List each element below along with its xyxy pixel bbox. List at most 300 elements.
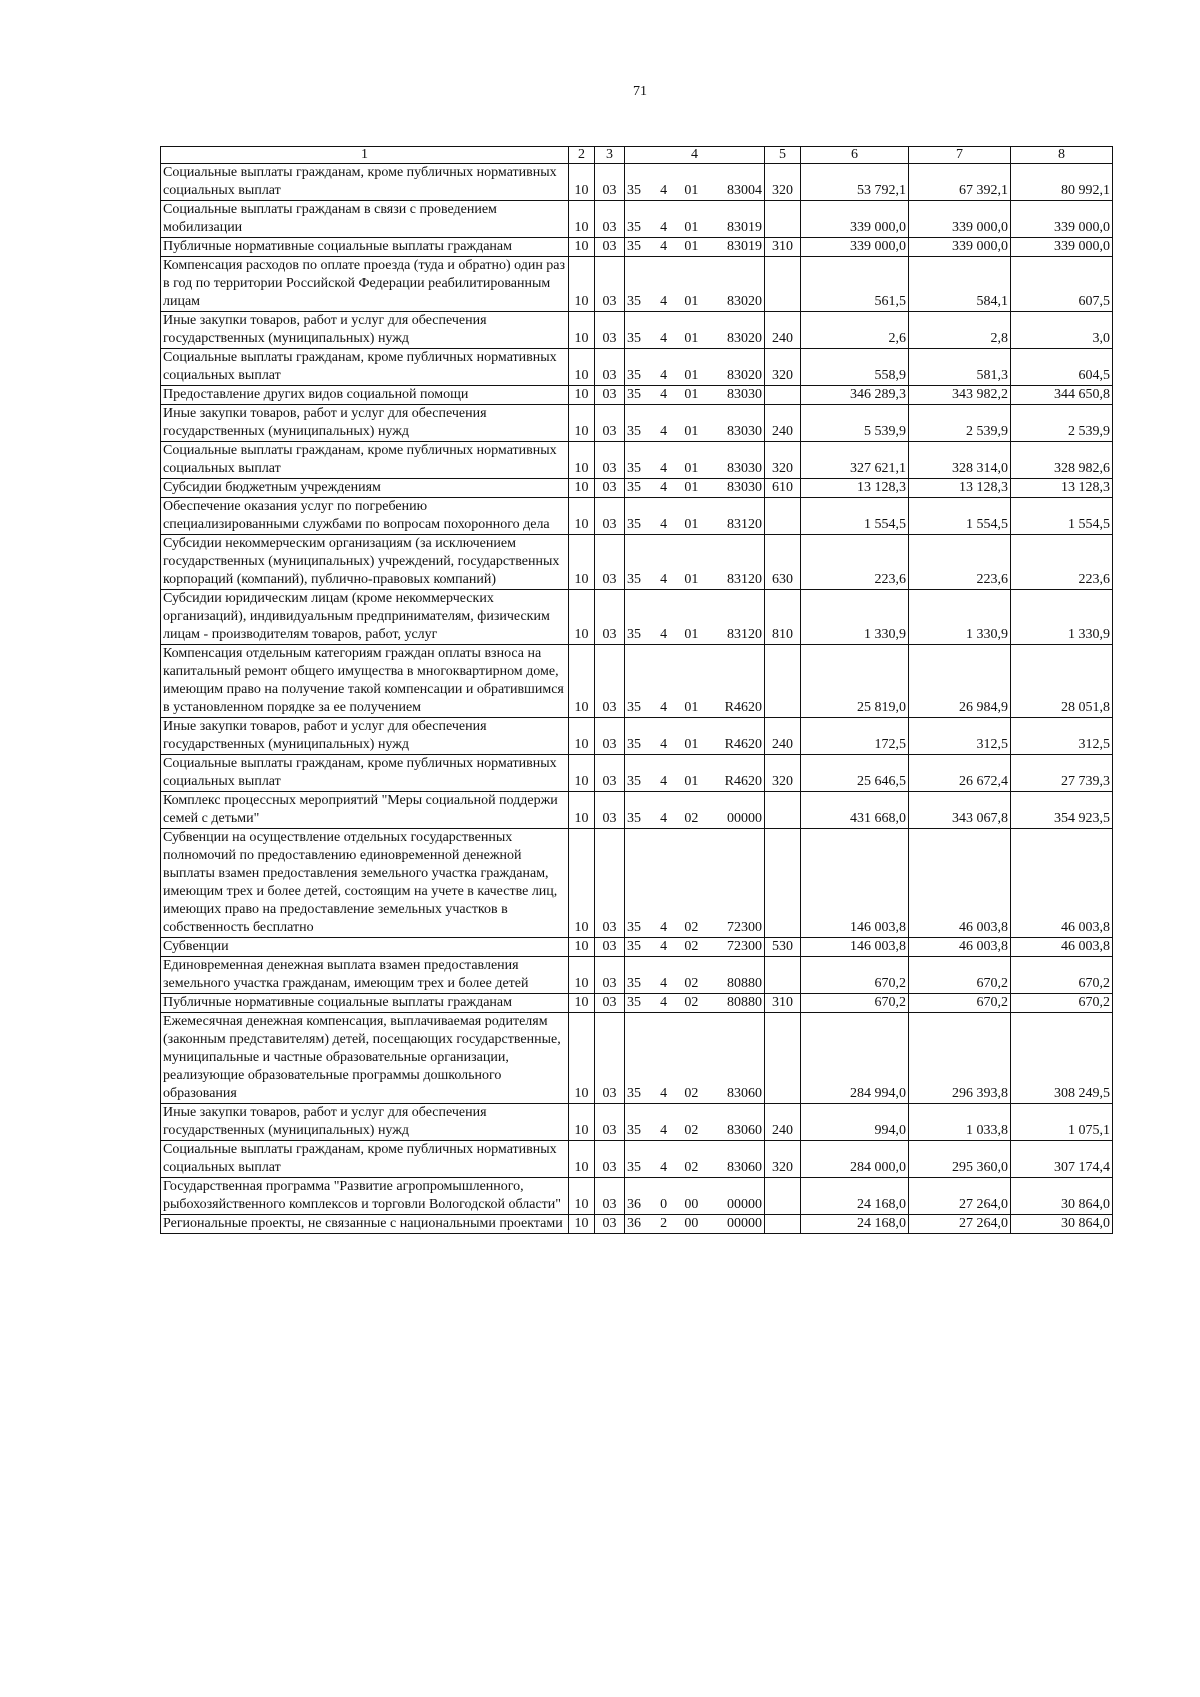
table-row xyxy=(161,201,1113,238)
target-article-code xyxy=(625,386,765,405)
subprogram-code: 4 xyxy=(660,572,668,587)
section-code: 10 xyxy=(569,405,595,442)
target-article-code xyxy=(625,994,765,1013)
amount-col-7: 26 672,4 xyxy=(909,755,1011,792)
expense-type-code: 610 xyxy=(765,479,801,498)
subsection-code: 03 xyxy=(595,1013,625,1104)
amount-col-8: 223,6 xyxy=(1011,535,1113,590)
amount-col-8: 30 864,0 xyxy=(1011,1215,1113,1234)
amount-col-7: 339 000,0 xyxy=(909,201,1011,238)
subsection-code: 03 xyxy=(595,718,625,755)
table-row xyxy=(161,1013,1113,1104)
subprogram-code: 4 xyxy=(660,368,668,383)
element-code: 02 xyxy=(684,995,699,1010)
element-code: 02 xyxy=(684,920,699,935)
amount-col-6: 1 554,5 xyxy=(801,498,909,535)
expense-type-code: 320 xyxy=(765,349,801,386)
direction-code: 83020 xyxy=(726,368,762,383)
row-name: Субвенции xyxy=(161,938,569,957)
program-code: 35 xyxy=(627,387,641,402)
table-row xyxy=(161,349,1113,386)
expense-type-code xyxy=(765,201,801,238)
amount-col-6: 223,6 xyxy=(801,535,909,590)
row-name: Компенсация расходов по оплате проезда (туда и обратно) один раз в год по территории Российской Федерации реабилитированным лицам xyxy=(161,257,569,312)
expense-type-code: 320 xyxy=(765,1141,801,1178)
subprogram-code: 4 xyxy=(660,424,668,439)
direction-code: 83004 xyxy=(726,183,762,198)
section-code: 10 xyxy=(569,479,595,498)
amount-col-7: 46 003,8 xyxy=(909,829,1011,938)
header-cell: 3 xyxy=(595,147,625,164)
element-code: 01 xyxy=(684,480,699,495)
expense-type-code xyxy=(765,498,801,535)
table-row xyxy=(161,1178,1113,1215)
subsection-code: 03 xyxy=(595,1178,625,1215)
element-code: 02 xyxy=(684,811,699,826)
target-article-code xyxy=(625,201,765,238)
direction-code: 83030 xyxy=(726,424,762,439)
expense-type-code xyxy=(765,829,801,938)
program-code: 35 xyxy=(627,461,641,476)
section-code: 10 xyxy=(569,1013,595,1104)
expense-type-code: 240 xyxy=(765,405,801,442)
subsection-code: 03 xyxy=(595,238,625,257)
target-article-code xyxy=(625,349,765,386)
expense-type-code xyxy=(765,645,801,718)
table-row xyxy=(161,829,1113,938)
expense-type-code xyxy=(765,386,801,405)
amount-col-8: 670,2 xyxy=(1011,994,1113,1013)
element-code: 02 xyxy=(684,1160,699,1175)
subsection-code: 03 xyxy=(595,755,625,792)
amount-col-8: 1 330,9 xyxy=(1011,590,1113,645)
subprogram-code: 4 xyxy=(660,774,668,789)
amount-col-6: 24 168,0 xyxy=(801,1215,909,1234)
element-code: 00 xyxy=(684,1197,699,1212)
row-name: Предоставление других видов социальной помощи xyxy=(161,386,569,405)
amount-col-6: 431 668,0 xyxy=(801,792,909,829)
program-code: 35 xyxy=(627,737,641,752)
element-code: 01 xyxy=(684,774,699,789)
amount-col-8: 308 249,5 xyxy=(1011,1013,1113,1104)
table-row xyxy=(161,257,1113,312)
element-code: 02 xyxy=(684,939,699,954)
direction-code: 83020 xyxy=(726,331,762,346)
expense-type-code: 240 xyxy=(765,1104,801,1141)
amount-col-8: 670,2 xyxy=(1011,957,1113,994)
header-cell: 8 xyxy=(1011,147,1113,164)
section-code: 10 xyxy=(569,238,595,257)
subsection-code: 03 xyxy=(595,1141,625,1178)
direction-code: 83030 xyxy=(726,480,762,495)
header-cell: 5 xyxy=(765,147,801,164)
section-code: 10 xyxy=(569,718,595,755)
amount-col-7: 312,5 xyxy=(909,718,1011,755)
header-row xyxy=(161,147,1113,164)
section-code: 10 xyxy=(569,257,595,312)
amount-col-8: 307 174,4 xyxy=(1011,1141,1113,1178)
subsection-code: 03 xyxy=(595,590,625,645)
subprogram-code: 4 xyxy=(660,811,668,826)
amount-col-7: 296 393,8 xyxy=(909,1013,1011,1104)
amount-col-7: 670,2 xyxy=(909,994,1011,1013)
element-code: 01 xyxy=(684,294,699,309)
section-code: 10 xyxy=(569,590,595,645)
target-article-code xyxy=(625,938,765,957)
amount-col-8: 344 650,8 xyxy=(1011,386,1113,405)
row-name: Ежемесячная денежная компенсация, выплачиваемая родителям (законным представителям) детей, посещающих государственные, муниципальные и частные образовательные организации, реализующие образовательные программы дошкольного образования xyxy=(161,1013,569,1104)
amount-col-6: 284 994,0 xyxy=(801,1013,909,1104)
amount-col-8: 46 003,8 xyxy=(1011,938,1113,957)
amount-col-7: 1 033,8 xyxy=(909,1104,1011,1141)
amount-col-7: 2 539,9 xyxy=(909,405,1011,442)
section-code: 10 xyxy=(569,755,595,792)
amount-col-6: 670,2 xyxy=(801,957,909,994)
amount-col-6: 24 168,0 xyxy=(801,1178,909,1215)
element-code: 01 xyxy=(684,572,699,587)
program-code: 35 xyxy=(627,239,641,254)
section-code: 10 xyxy=(569,994,595,1013)
subsection-code: 03 xyxy=(595,386,625,405)
amount-col-8: 1 075,1 xyxy=(1011,1104,1113,1141)
amount-col-7: 2,8 xyxy=(909,312,1011,349)
element-code: 01 xyxy=(684,737,699,752)
row-name: Социальные выплаты гражданам в связи с проведением мобилизации xyxy=(161,201,569,238)
table-row xyxy=(161,718,1113,755)
section-code: 10 xyxy=(569,1141,595,1178)
program-code: 35 xyxy=(627,627,641,642)
expense-type-code: 310 xyxy=(765,994,801,1013)
table-row xyxy=(161,792,1113,829)
element-code: 01 xyxy=(684,627,699,642)
target-article-code xyxy=(625,1141,765,1178)
target-article-code xyxy=(625,645,765,718)
amount-col-7: 584,1 xyxy=(909,257,1011,312)
table-row xyxy=(161,386,1113,405)
table-row xyxy=(161,442,1113,479)
target-article-code xyxy=(625,535,765,590)
amount-col-7: 26 984,9 xyxy=(909,645,1011,718)
row-name: Субсидии бюджетным учреждениям xyxy=(161,479,569,498)
section-code: 10 xyxy=(569,957,595,994)
table-row xyxy=(161,645,1113,718)
header-cell: 4 xyxy=(625,147,765,164)
table-row xyxy=(161,312,1113,349)
amount-col-7: 1 554,5 xyxy=(909,498,1011,535)
amount-col-7: 339 000,0 xyxy=(909,238,1011,257)
target-article-code xyxy=(625,590,765,645)
element-code: 01 xyxy=(684,368,699,383)
amount-col-7: 295 360,0 xyxy=(909,1141,1011,1178)
direction-code: 83019 xyxy=(726,239,762,254)
direction-code: 83030 xyxy=(726,461,762,476)
direction-code: R4620 xyxy=(724,737,762,752)
subprogram-code: 4 xyxy=(660,331,668,346)
subprogram-code: 4 xyxy=(660,700,668,715)
section-code: 10 xyxy=(569,201,595,238)
amount-col-6: 346 289,3 xyxy=(801,386,909,405)
table-row xyxy=(161,1141,1113,1178)
expense-type-code xyxy=(765,792,801,829)
direction-code: 83120 xyxy=(726,572,762,587)
amount-col-8: 604,5 xyxy=(1011,349,1113,386)
direction-code: 00000 xyxy=(726,1197,762,1212)
element-code: 01 xyxy=(684,331,699,346)
row-name: Социальные выплаты гражданам, кроме публичных нормативных социальных выплат xyxy=(161,1141,569,1178)
program-code: 35 xyxy=(627,1160,641,1175)
subsection-code: 03 xyxy=(595,164,625,201)
element-code: 01 xyxy=(684,387,699,402)
expense-type-code: 240 xyxy=(765,312,801,349)
subsection-code: 03 xyxy=(595,957,625,994)
amount-col-6: 994,0 xyxy=(801,1104,909,1141)
amount-col-6: 339 000,0 xyxy=(801,201,909,238)
subsection-code: 03 xyxy=(595,257,625,312)
program-code: 35 xyxy=(627,572,641,587)
table-row xyxy=(161,164,1113,201)
section-code: 10 xyxy=(569,386,595,405)
direction-code: 83019 xyxy=(726,220,762,235)
amount-col-7: 223,6 xyxy=(909,535,1011,590)
section-code: 10 xyxy=(569,1215,595,1234)
amount-col-8: 27 739,3 xyxy=(1011,755,1113,792)
target-article-code xyxy=(625,442,765,479)
direction-code: 83030 xyxy=(726,387,762,402)
amount-col-6: 53 792,1 xyxy=(801,164,909,201)
subsection-code: 03 xyxy=(595,645,625,718)
row-name: Единовременная денежная выплата взамен предоставления земельного участка гражданам, имеющим трех и более детей xyxy=(161,957,569,994)
program-code: 35 xyxy=(627,995,641,1010)
program-code: 35 xyxy=(627,700,641,715)
table-row xyxy=(161,938,1113,957)
program-code: 35 xyxy=(627,480,641,495)
subprogram-code: 4 xyxy=(660,627,668,642)
subprogram-code: 4 xyxy=(660,480,668,495)
subsection-code: 03 xyxy=(595,1104,625,1141)
target-article-code xyxy=(625,1178,765,1215)
subsection-code: 03 xyxy=(595,349,625,386)
direction-code: 83060 xyxy=(726,1123,762,1138)
amount-col-8: 13 128,3 xyxy=(1011,479,1113,498)
amount-col-6: 172,5 xyxy=(801,718,909,755)
amount-col-7: 27 264,0 xyxy=(909,1178,1011,1215)
target-article-code xyxy=(625,164,765,201)
amount-col-6: 146 003,8 xyxy=(801,829,909,938)
subprogram-code: 4 xyxy=(660,1160,668,1175)
table-row xyxy=(161,238,1113,257)
subprogram-code: 4 xyxy=(660,387,668,402)
direction-code: 72300 xyxy=(726,939,762,954)
section-code: 10 xyxy=(569,164,595,201)
row-name: Компенсация отдельным категориям граждан оплаты взноса на капитальный ремонт общего имущества в многоквартирном доме, имеющим право на получение такой компенсации и обратившимся в установленном порядке за ее получением xyxy=(161,645,569,718)
direction-code: 72300 xyxy=(726,920,762,935)
table-row xyxy=(161,755,1113,792)
amount-col-8: 28 051,8 xyxy=(1011,645,1113,718)
row-name: Социальные выплаты гражданам, кроме публичных нормативных социальных выплат xyxy=(161,349,569,386)
subsection-code: 03 xyxy=(595,405,625,442)
direction-code: R4620 xyxy=(724,700,762,715)
section-code: 10 xyxy=(569,498,595,535)
amount-col-7: 1 330,9 xyxy=(909,590,1011,645)
section-code: 10 xyxy=(569,312,595,349)
program-code: 35 xyxy=(627,517,641,532)
subsection-code: 03 xyxy=(595,938,625,957)
row-name: Субвенции на осуществление отдельных государственных полномочий по предоставлению единовременной денежной выплаты взамен предоставления земельного участка гражданам, имеющим трех и более детей, состоящим на учете в качестве лиц, имеющих право на предоставление земельных участков в собственность бесплатно xyxy=(161,829,569,938)
header-cell: 2 xyxy=(569,147,595,164)
amount-col-8: 1 554,5 xyxy=(1011,498,1113,535)
subprogram-code: 2 xyxy=(660,1216,668,1231)
table-row xyxy=(161,957,1113,994)
subsection-code: 03 xyxy=(595,1215,625,1234)
target-article-code xyxy=(625,238,765,257)
section-code: 10 xyxy=(569,829,595,938)
program-code: 35 xyxy=(627,294,641,309)
subprogram-code: 0 xyxy=(660,1197,668,1212)
expense-type-code: 320 xyxy=(765,442,801,479)
direction-code: 00000 xyxy=(726,1216,762,1231)
amount-col-8: 328 982,6 xyxy=(1011,442,1113,479)
amount-col-7: 27 264,0 xyxy=(909,1215,1011,1234)
subprogram-code: 4 xyxy=(660,976,668,991)
program-code: 36 xyxy=(627,1216,641,1231)
amount-col-7: 581,3 xyxy=(909,349,1011,386)
amount-col-6: 25 646,5 xyxy=(801,755,909,792)
header-cell: 1 xyxy=(161,147,569,164)
expense-type-code xyxy=(765,1178,801,1215)
direction-code: 00000 xyxy=(726,811,762,826)
amount-col-6: 284 000,0 xyxy=(801,1141,909,1178)
amount-col-6: 561,5 xyxy=(801,257,909,312)
amount-col-8: 80 992,1 xyxy=(1011,164,1113,201)
target-article-code xyxy=(625,957,765,994)
amount-col-8: 354 923,5 xyxy=(1011,792,1113,829)
amount-col-7: 67 392,1 xyxy=(909,164,1011,201)
expense-type-code: 320 xyxy=(765,755,801,792)
expense-type-code xyxy=(765,1215,801,1234)
row-name: Социальные выплаты гражданам, кроме публичных нормативных социальных выплат xyxy=(161,442,569,479)
direction-code: 83020 xyxy=(726,294,762,309)
direction-code: 83060 xyxy=(726,1086,762,1101)
expense-type-code xyxy=(765,1013,801,1104)
expense-type-code: 240 xyxy=(765,718,801,755)
row-name: Обеспечение оказания услуг по погребению специализированными службами по вопросам похоронного дела xyxy=(161,498,569,535)
amount-col-6: 146 003,8 xyxy=(801,938,909,957)
row-name: Иные закупки товаров, работ и услуг для обеспечения государственных (муниципальных) нужд xyxy=(161,312,569,349)
subsection-code: 03 xyxy=(595,535,625,590)
element-code: 01 xyxy=(684,220,699,235)
expense-type-code xyxy=(765,957,801,994)
row-name: Субсидии некоммерческим организациям (за исключением государственных (муниципальных) учреждений, государственных корпораций (компаний), публично-правовых компаний) xyxy=(161,535,569,590)
target-article-code xyxy=(625,257,765,312)
subsection-code: 03 xyxy=(595,792,625,829)
subprogram-code: 4 xyxy=(660,939,668,954)
target-article-code xyxy=(625,718,765,755)
program-code: 35 xyxy=(627,331,641,346)
header-cell: 6 xyxy=(801,147,909,164)
row-name: Социальные выплаты гражданам, кроме публичных нормативных социальных выплат xyxy=(161,164,569,201)
element-code: 01 xyxy=(684,700,699,715)
row-name: Комплекс процессных мероприятий "Меры социальной поддержи семей с детьми" xyxy=(161,792,569,829)
direction-code: 83120 xyxy=(726,627,762,642)
subprogram-code: 4 xyxy=(660,995,668,1010)
program-code: 35 xyxy=(627,920,641,935)
section-code: 10 xyxy=(569,1178,595,1215)
amount-col-7: 13 128,3 xyxy=(909,479,1011,498)
row-name: Государственная программа "Развитие агропромышленного, рыбохозяйственного комплексов и торговли Вологодской области" xyxy=(161,1178,569,1215)
amount-col-6: 327 621,1 xyxy=(801,442,909,479)
amount-col-6: 670,2 xyxy=(801,994,909,1013)
amount-col-7: 343 982,2 xyxy=(909,386,1011,405)
element-code: 02 xyxy=(684,1123,699,1138)
subprogram-code: 4 xyxy=(660,517,668,532)
row-name: Региональные проекты, не связанные с национальными проектами xyxy=(161,1215,569,1234)
amount-col-6: 558,9 xyxy=(801,349,909,386)
row-name: Субсидии юридическим лицам (кроме некоммерческих организаций), индивидуальным предпринимателям, физическим лицам - производителям товаров, работ, услуг xyxy=(161,590,569,645)
amount-col-7: 343 067,8 xyxy=(909,792,1011,829)
section-code: 10 xyxy=(569,535,595,590)
row-name: Иные закупки товаров, работ и услуг для обеспечения государственных (муниципальных) нужд xyxy=(161,718,569,755)
element-code: 01 xyxy=(684,517,699,532)
direction-code: 83120 xyxy=(726,517,762,532)
program-code: 35 xyxy=(627,774,641,789)
amount-col-8: 2 539,9 xyxy=(1011,405,1113,442)
subprogram-code: 4 xyxy=(660,1123,668,1138)
element-code: 01 xyxy=(684,239,699,254)
element-code: 02 xyxy=(684,976,699,991)
amount-col-6: 1 330,9 xyxy=(801,590,909,645)
expense-type-code: 530 xyxy=(765,938,801,957)
target-article-code xyxy=(625,479,765,498)
element-code: 01 xyxy=(684,424,699,439)
target-article-code xyxy=(625,1104,765,1141)
section-code: 10 xyxy=(569,1104,595,1141)
amount-col-6: 5 539,9 xyxy=(801,405,909,442)
amount-col-6: 2,6 xyxy=(801,312,909,349)
subsection-code: 03 xyxy=(595,994,625,1013)
subprogram-code: 4 xyxy=(660,920,668,935)
table-row xyxy=(161,405,1113,442)
table-row xyxy=(161,590,1113,645)
row-name: Иные закупки товаров, работ и услуг для обеспечения государственных (муниципальных) нужд xyxy=(161,405,569,442)
program-code: 35 xyxy=(627,1086,641,1101)
expense-type-code: 810 xyxy=(765,590,801,645)
element-code: 02 xyxy=(684,1086,699,1101)
subprogram-code: 4 xyxy=(660,461,668,476)
amount-col-6: 13 128,3 xyxy=(801,479,909,498)
subprogram-code: 4 xyxy=(660,183,668,198)
section-code: 10 xyxy=(569,792,595,829)
program-code: 35 xyxy=(627,939,641,954)
element-code: 00 xyxy=(684,1216,699,1231)
row-name: Иные закупки товаров, работ и услуг для обеспечения государственных (муниципальных) нужд xyxy=(161,1104,569,1141)
program-code: 35 xyxy=(627,976,641,991)
subprogram-code: 4 xyxy=(660,220,668,235)
subprogram-code: 4 xyxy=(660,737,668,752)
subsection-code: 03 xyxy=(595,442,625,479)
direction-code: 80880 xyxy=(726,995,762,1010)
direction-code: 80880 xyxy=(726,976,762,991)
subsection-code: 03 xyxy=(595,498,625,535)
subprogram-code: 4 xyxy=(660,1086,668,1101)
section-code: 10 xyxy=(569,349,595,386)
direction-code: R4620 xyxy=(724,774,762,789)
expense-type-code: 320 xyxy=(765,164,801,201)
amount-col-8: 3,0 xyxy=(1011,312,1113,349)
amount-col-8: 607,5 xyxy=(1011,257,1113,312)
program-code: 35 xyxy=(627,811,641,826)
subsection-code: 03 xyxy=(595,201,625,238)
amount-col-6: 25 819,0 xyxy=(801,645,909,718)
